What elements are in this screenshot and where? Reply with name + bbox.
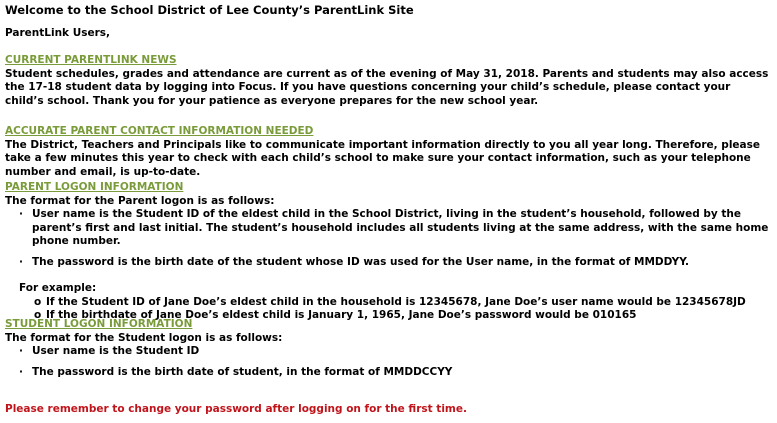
contact-info-section xyxy=(5,125,770,179)
password-reminder: Please remember to change your password after logging on for the first time. xyxy=(5,403,467,415)
student-logon-intro: The format for the Student logon is as follows: xyxy=(5,331,283,344)
bullet-icon: · xyxy=(19,255,23,268)
bullet-icon: · xyxy=(19,345,23,357)
list-item xyxy=(5,208,770,249)
example-password: If the birthdate of Jane Doe’s eldest child is January 1, 1965, Jane Doe’s password would be 010165 xyxy=(46,309,637,321)
parent-logon-heading: PARENT LOGON INFORMATION xyxy=(5,181,184,193)
student-bullet-password: The password is the birth date of student, in the format of MMDDCCYY xyxy=(32,365,453,378)
student-bullet-username: User name is the Student ID xyxy=(32,345,200,357)
bullet-icon: · xyxy=(19,208,23,220)
example-username: If the Student ID of Jane Doe’s eldest child in the household is 12345678, Jane Doe’s user name would be 12345678JD xyxy=(46,295,746,308)
parent-bullet-username: User name is the Student ID of the eldest child in the School District, living in the student’s household, followed by the parent’s first and last initial. The student’s household includes all students living at the same address, with the same home phone number. xyxy=(32,208,769,247)
parent-logon-section xyxy=(5,181,770,323)
contact-info-body: The District, Teachers and Principals like to communicate important information directly to you all year long. Therefore, please take a few minutes this year to check with each child’s school to make sure your contact information, such as your telephone number and email, is up-to-date. xyxy=(5,138,761,178)
list-item xyxy=(5,256,770,270)
contact-info-heading: ACCURATE PARENT CONTACT INFORMATION NEEDED xyxy=(5,125,314,137)
student-logon-heading: STUDENT LOGON INFORMATION xyxy=(5,318,193,330)
current-news-body: Student schedules, grades and attendance are current as of the evening of May 31, 2018. Parents and students may also access the 17-18 student data by logging into Focus. If you have questions concerning your child’s schedule, please contact your child’s school. Thank you for your patience as everyone prepares for the new school year. xyxy=(5,67,769,107)
parent-bullet-password: The password is the birth date of the student whose ID was used for the User name, in the format of MMDDYY. xyxy=(32,255,690,268)
page-title: Welcome to the School District of Lee County’s ParentLink Site xyxy=(5,3,414,17)
student-logon-section xyxy=(5,318,770,379)
example-label: For example: xyxy=(19,282,97,294)
list-item xyxy=(5,366,770,380)
list-item xyxy=(5,296,770,310)
current-news-heading: CURRENT PARENTLINK NEWS xyxy=(5,54,177,66)
circle-bullet-icon: o xyxy=(34,295,42,308)
bullet-icon: · xyxy=(19,365,23,378)
list-item xyxy=(5,345,770,359)
current-news-section xyxy=(5,54,770,108)
circle-bullet-icon: o xyxy=(34,309,42,321)
parent-logon-intro: The format for the Parent logon is as follows: xyxy=(5,194,275,207)
greeting: ParentLink Users, xyxy=(5,27,111,39)
